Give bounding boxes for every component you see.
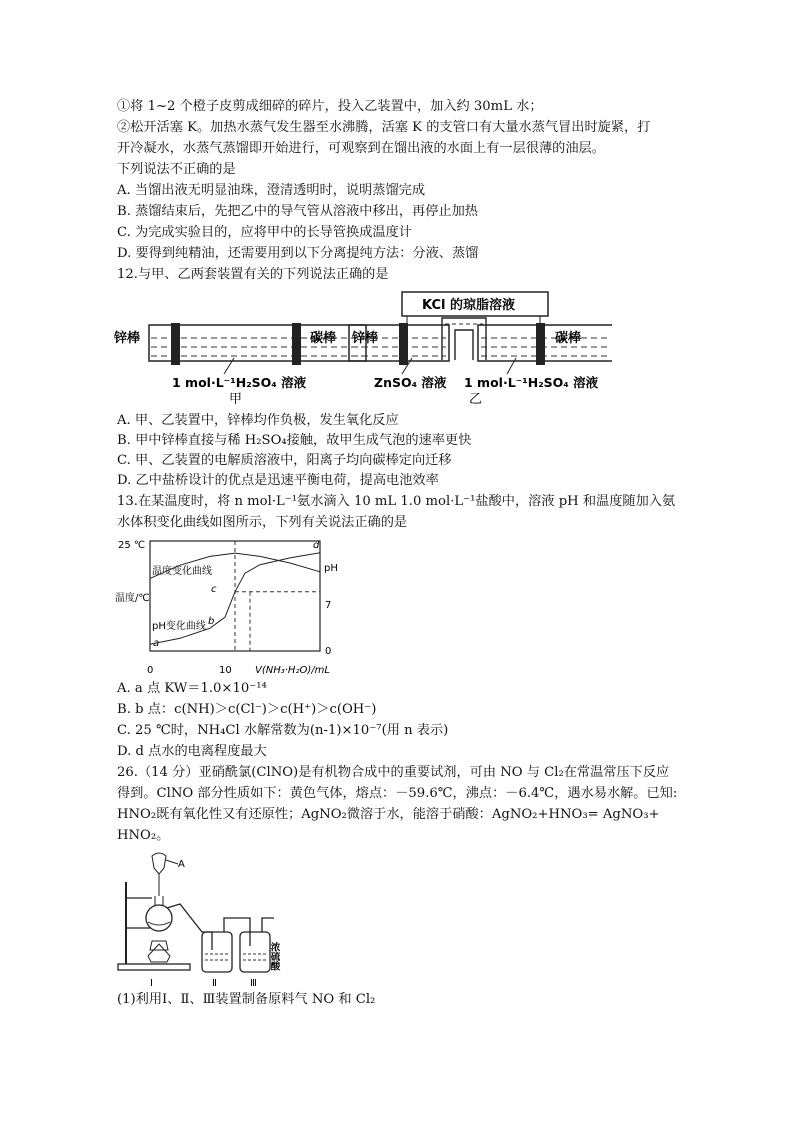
q13-chart <box>112 535 352 681</box>
jia-left-rod: 锌棒 <box>114 331 141 346</box>
point-c-label: c <box>211 584 217 595</box>
q26-line-4: HNO₂。 <box>117 828 170 843</box>
point-d-label: d <box>313 540 320 551</box>
apparatus-label-2: Ⅱ <box>212 978 217 989</box>
yi-left-rod: 锌棒 <box>352 331 379 346</box>
q13-option-a: A. a 点 KW＝1.0×10⁻¹⁴ <box>117 681 267 696</box>
cell-jia <box>113 323 366 407</box>
cell-yi <box>349 292 612 407</box>
q12-figure <box>112 290 612 408</box>
q26-sub-1: (1)利用Ⅰ、Ⅱ、Ⅲ装置制备原料气 NO 和 Cl₂ <box>117 992 376 1007</box>
acid-label: 浓硫酸 <box>268 942 280 971</box>
x-tick-0: 0 <box>147 665 154 676</box>
q12-stem: 12.与甲、乙两套装置有关的下列说法正确的是 <box>117 267 389 282</box>
q13-stem-2: 水体积变化曲线如图所示，下列有关说法正确的是 <box>117 515 408 530</box>
jia-right-rod: 碳棒 <box>310 331 337 346</box>
q13-option-c: C. 25 ℃时，NH₄Cl 水解常数为(n-1)×10⁻⁷(用 n 表示) <box>117 723 449 738</box>
yi-right-rod: 碳棒 <box>555 331 582 346</box>
x-tick-10: 10 <box>219 665 232 676</box>
intro-step-3: 开冷凝水，水蒸气蒸馏即开始进行，可观察到在馏出液的水面上有一层很薄的油层。 <box>117 141 605 156</box>
temp-curve-label: 温度变化曲线 <box>152 566 212 577</box>
intro-step-2: ②松开活塞 K。加热水蒸气发生器至水沸腾，活塞 K 的支管口有大量水蒸气冒出时旋紧，打 <box>117 120 651 135</box>
left-axis-label: 温度/℃ <box>115 593 150 604</box>
yi-label: 乙 <box>469 392 483 407</box>
q12-option-a: A. 甲、乙装置中，锌棒均作负极，发生氧化反应 <box>117 413 399 428</box>
jia-label: 甲 <box>229 392 243 407</box>
apparatus-label-3: Ⅲ <box>250 978 257 989</box>
q26-apparatus-figure <box>112 846 312 991</box>
q11-option-d: D. 要得到纯精油，还需要用到以下分离提纯方法：分液、蒸馏 <box>117 246 479 261</box>
point-b-label: b <box>208 616 215 627</box>
q11-option-b: B. 蒸馏结束后，先把乙中的导气管从溶液中移出，再停止加热 <box>117 204 478 219</box>
intro-step-1: ①将 1~2 个橙子皮剪成细碎的碎片，投入乙装置中，加入约 30mL 水； <box>117 99 543 114</box>
q26-line-3: HNO₂既有氧化性又有还原性；AgNO₂微溶于水，能溶于硝酸：AgNO₂+HNO₃= AgNO₃+ <box>117 807 660 822</box>
q26-line-1: 26.（14 分）亚硝酰氯(ClNO)是有机物合成中的重要试剂，可由 NO 与 Cl₂在常温常压下反应 <box>117 765 670 780</box>
q26-line-2: 得到。ClNO 部分性质如下：黄色气体，熔点：－59.6℃，沸点：－6.4℃，遇水易水解。已知: <box>117 786 678 801</box>
x-axis-label: V(NH₃·H₂O)/mL <box>255 665 330 676</box>
q12-option-d: D. 乙中盐桥设计的优点是迅速平衡电荷，提高电池效率 <box>117 473 439 488</box>
q13-stem-1: 13.在某温度时，将 n mol·L⁻¹氨水滴入 10 mL 1.0 mol·L⁻¹盐酸中，溶液 pH 和温度随加入氨 <box>117 494 676 509</box>
q13-option-d: D. d 点水的电离程度最大 <box>117 744 267 759</box>
point-a-label: a <box>153 638 160 649</box>
q12-option-c: C. 甲、乙装置的电解质溶液中，阳离子均向碳棒定向迁移 <box>117 453 452 468</box>
yi-left-solution: ZnSO₄ 溶液 <box>374 375 447 390</box>
left-tick-25: 25 ℃ <box>118 540 146 551</box>
q11-option-a: A. 当馏出液无明显油珠，澄清透明时，说明蒸馏完成 <box>117 183 426 198</box>
salt-bridge-label: KCl 的琼脂溶液 <box>422 298 516 313</box>
funnel-label-a: A <box>178 859 185 870</box>
q12-option-b: B. 甲中锌棒直接与稀 H₂SO₄接触，故甲生成气泡的速率更快 <box>117 433 472 448</box>
right-tick-0: 0 <box>325 646 332 657</box>
ph-curve-label: pH变化曲线 <box>152 621 206 632</box>
apparatus-label-1: Ⅰ <box>150 978 153 989</box>
right-tick-7: 7 <box>325 600 332 611</box>
right-axis-label: pH <box>324 563 338 574</box>
jia-solution: 1 mol·L⁻¹H₂SO₄ 溶液 <box>172 375 307 390</box>
yi-right-solution: 1 mol·L⁻¹H₂SO₄ 溶液 <box>464 375 599 390</box>
q11-stem: 下列说法不正确的是 <box>117 162 236 177</box>
q11-option-c: C. 为完成实验目的，应将甲中的长导管换成温度计 <box>117 225 412 240</box>
q13-option-b: B. b 点：c(NH)＞c(Cl⁻)＞c(H⁺)＞c(OH⁻) <box>117 702 377 717</box>
